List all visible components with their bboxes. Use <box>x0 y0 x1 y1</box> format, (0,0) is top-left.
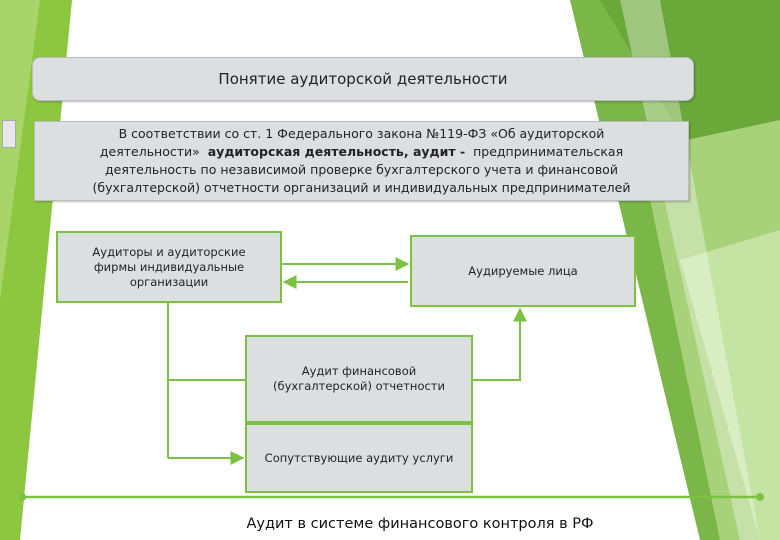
node-auditors-line-1: Аудиторы и аудиторские <box>92 244 246 259</box>
definition-line-2-rest: предпринимательская <box>465 144 624 159</box>
definition-line-2-plain: деятельности» <box>99 144 208 159</box>
definition-line-2 <box>35 143 688 161</box>
node-auditors-line-3: организации <box>129 274 209 289</box>
node-audit-line-2: (бухгалтерской) отчетности <box>273 379 445 393</box>
node-services <box>245 423 473 493</box>
node-audited <box>410 235 636 307</box>
node-audit-line-1: Аудит финансовой <box>301 364 417 378</box>
footer-caption: Аудит в системе финансового контроля в РФ <box>246 516 594 532</box>
definition-line-3: деятельность по независимой проверке бухгалтерского учета и финансовой <box>105 162 618 177</box>
node-auditors-line-2: фирмы индивидуальные <box>93 259 245 274</box>
node-audit <box>245 335 473 423</box>
node-audited-text: Аудируемые лица <box>468 263 578 278</box>
slide-title <box>32 57 694 101</box>
definition-line-1: В соответствии со ст. 1 Федерального закона №119-ФЗ «Об аудиторской <box>118 126 605 141</box>
slide-title-text: Понятие аудиторской деятельности <box>218 70 508 88</box>
definition-box <box>34 121 689 201</box>
definition-line-4: (бухгалтерской) отчетности организаций и индивидуальных предпринимателей <box>92 180 631 195</box>
definition-line-2-bold: аудиторская деятельность, аудит - <box>207 144 466 159</box>
node-services-text: Сопутствующие аудиту услуги <box>264 450 454 465</box>
node-auditors <box>56 231 282 303</box>
side-marker <box>2 120 16 148</box>
